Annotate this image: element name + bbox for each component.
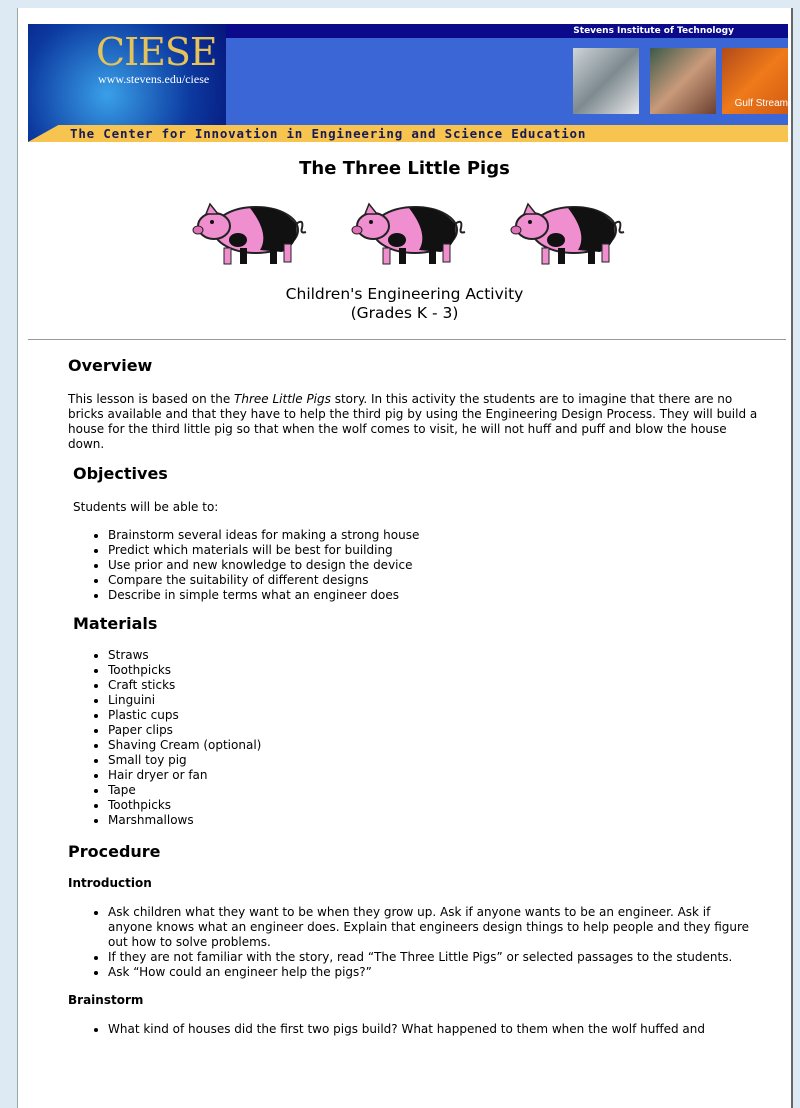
brainstorm-heading: Brainstorm xyxy=(68,993,144,1007)
objectives-list xyxy=(68,528,758,603)
list-item: • What kind of houses did the first two pigs build? What happened to them when the wolf huffed and xyxy=(108,1022,758,1037)
subtitle-activity: Children's Engineering Activity xyxy=(285,285,524,303)
list-item: • Compare the suitability of different designs xyxy=(108,573,758,588)
list-item: • Straws xyxy=(108,648,758,663)
overview-text-1: This lesson is based on the xyxy=(68,392,235,406)
divider xyxy=(28,339,786,340)
list-item: • Plastic cups xyxy=(108,708,758,723)
list-item: • Craft sticks xyxy=(108,678,758,693)
list-item: • Tape xyxy=(108,783,758,798)
list-item: • Shaving Cream (optional) xyxy=(108,738,758,753)
overview-text xyxy=(68,392,758,452)
materials-list xyxy=(68,648,758,828)
subtitle xyxy=(18,285,791,323)
institution-name: Stevens Institute of Technology xyxy=(573,26,734,36)
list-item: • Ask “How could an engineer help the pigs?” xyxy=(108,965,758,980)
list-item: • If they are not familiar with the story, read “The Three Little Pigs” or selected passages to the students. xyxy=(108,950,758,965)
list-item: • Toothpicks xyxy=(108,663,758,678)
list-item: • Use prior and new knowledge to design the device xyxy=(108,558,758,573)
page-title: The Three Little Pigs xyxy=(299,158,510,179)
introduction-heading: Introduction xyxy=(68,876,152,890)
list-item: • Paper clips xyxy=(108,723,758,738)
lesson-content xyxy=(68,356,758,1045)
list-item: • Brainstorm several ideas for making a strong house xyxy=(108,528,758,543)
overview-heading: Overview xyxy=(68,356,153,375)
story-title: Three Little Pigs xyxy=(234,392,331,406)
objectives-heading: Objectives xyxy=(73,464,168,483)
subtitle-grades: (Grades K - 3) xyxy=(350,304,459,322)
procedure-heading: Procedure xyxy=(68,842,161,861)
materials-heading: Materials xyxy=(73,614,158,633)
list-item: • Describe in simple terms what an engineer does xyxy=(108,588,758,603)
list-item: • Marshmallows xyxy=(108,813,758,828)
list-item: • Predict which materials will be best for building xyxy=(108,543,758,558)
pig-image xyxy=(508,194,626,268)
pig-image xyxy=(190,194,308,268)
overview-text-2: story. In this activity the students are to imagine that there are no bricks available and that they have to help the third pig by using the Engineering Design Process. They will build a house for the third little pig so that when the wolf comes to visit, he will not huff and puff and blow the house down. xyxy=(68,392,758,451)
introduction-list xyxy=(68,905,758,980)
list-item: • Linguini xyxy=(108,693,758,708)
lab-photo xyxy=(573,48,639,114)
banner-tagline: The Center for Innovation in Engineering and Science Education xyxy=(70,126,587,141)
list-item: • Toothpicks xyxy=(108,798,758,813)
page xyxy=(17,8,793,1108)
ciese-banner[interactable] xyxy=(28,24,788,142)
objectives-intro: Students will be able to: xyxy=(73,500,219,514)
students-photo xyxy=(650,48,716,114)
pig-image xyxy=(349,194,467,268)
brainstorm-list xyxy=(68,1022,758,1037)
ciese-logo: CIESE xyxy=(96,30,217,74)
list-item: • Small toy pig xyxy=(108,753,758,768)
list-item: • Ask children what they want to be when they grow up. Ask if anyone wants to be an engineer. Ask if anyone knows what an engineer does. Explain that engineers design things to help people and they figure out how to solve problems. xyxy=(108,905,758,950)
list-item: • Hair dryer or fan xyxy=(108,768,758,783)
banner-url: www.stevens.edu/ciese xyxy=(98,72,210,86)
photo-caption: Gulf Stream xyxy=(734,98,788,109)
